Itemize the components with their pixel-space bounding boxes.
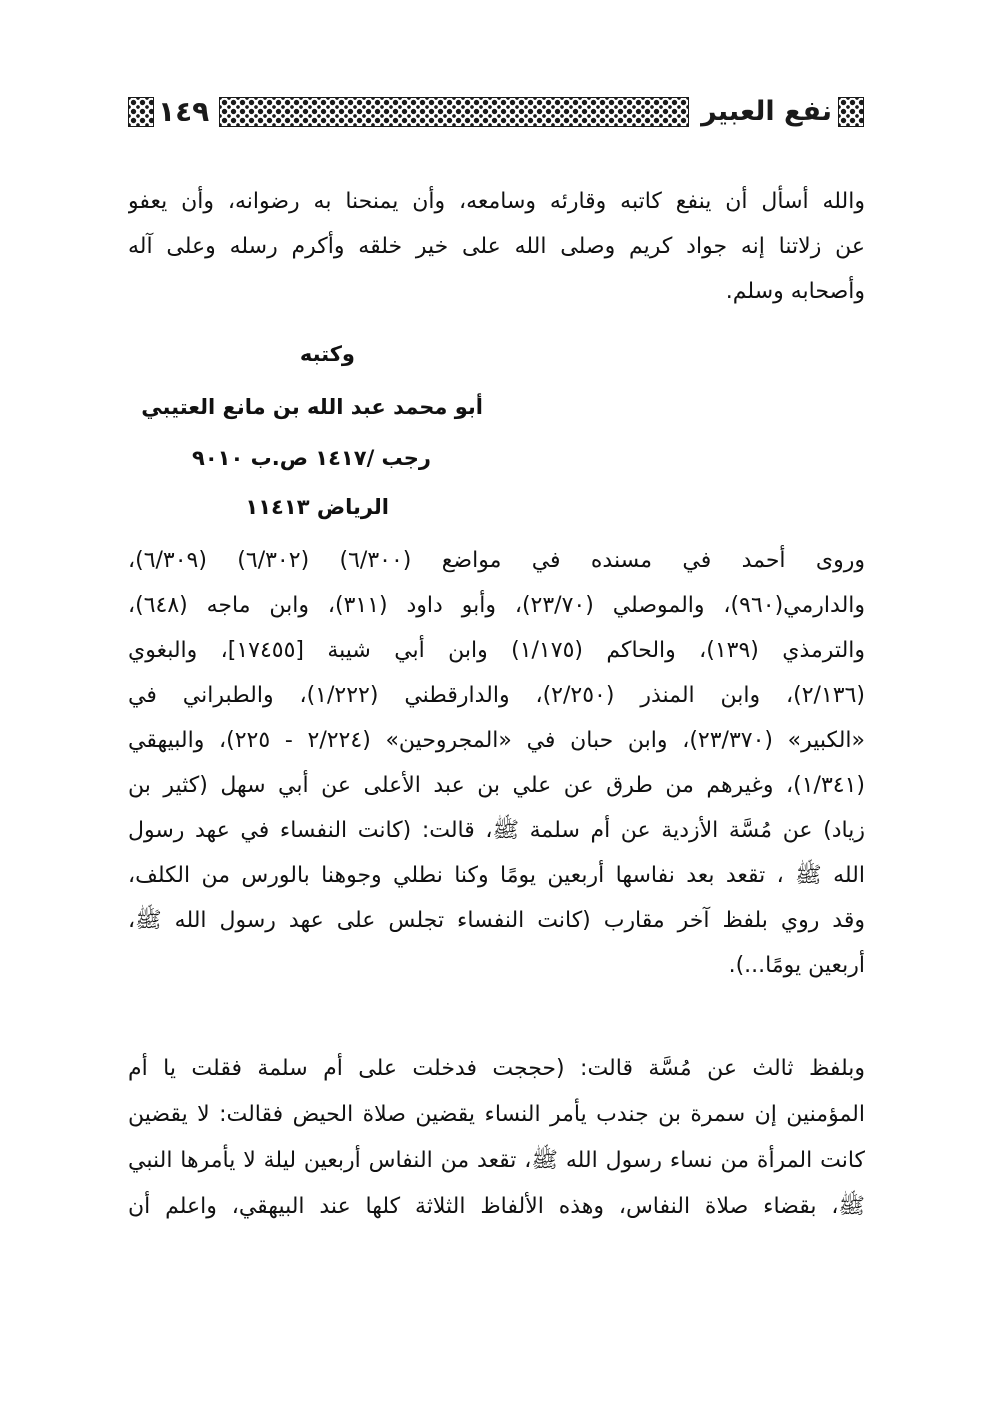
signature-written-by: وكتبه: [299, 342, 355, 366]
text-line: زياد) عن مُسَّة الأزدية عن أم سلمة ﷺ، قالت: (كانت النفساء في عهد رسول: [128, 818, 865, 843]
text-line: عن زلاتنا إنه جواد كريم وصلى الله على خير خلقه وأكرم رسله وعلى آله: [128, 234, 865, 259]
header-ornament-right: [838, 97, 864, 127]
text-line: «الكبير» (٢٣/٣٧٠)، وابن حبان في «المجروحين» (٢/٢٢٤ - ٢٢٥)، والبيهقي: [128, 728, 865, 753]
signature-date: رجب /١٤١٧ ص.ب ٩٠١٠: [192, 446, 431, 470]
page-header: [128, 86, 864, 138]
header-ornament-left: [128, 97, 154, 127]
text-line: والدارمي(٩٦٠)، والموصلي (٢٣/٧٠)، وأبو داود (٣١١)، وابن ماجه (٦٤٨)،: [128, 593, 865, 618]
text-line: ﷺ، بقضاء صلاة النفاس، وهذه الألفاظ الثلاثة كلها عند البيهقي، واعلم أن: [128, 1194, 865, 1219]
third-wording-paragraph: [128, 1046, 865, 1230]
text-line: وبلفظ ثالث عن مُسَّة قالت: (حججت فدخلت على أم سلمة فقلت يا أم: [128, 1056, 865, 1081]
signature-city: الرياض ١١٤١٣: [245, 495, 389, 519]
text-line: الله ﷺ ، تقعد بعد نفاسها أربعين يومًا وكنا نطلي وجوهنا بالورس من الكلف،: [128, 863, 865, 888]
text-line: أربعين يومًا...).: [728, 953, 865, 978]
text-line: والله أسأل أن ينفع كاتبه وقارئه وسامعه، وأن يمنحنا به رضوانه، وأن يعفو: [128, 189, 865, 214]
text-line: كانت المرأة من نساء رسول الله ﷺ، تقعد من النفاس أربعين ليلة لا يأمرها النبي: [128, 1148, 865, 1173]
closing-paragraph: [128, 179, 865, 314]
text-line: المؤمنين إن سمرة بن جندب يأمر النساء يقضين صلاة الحيض فقالت: لا يقضين: [128, 1102, 865, 1127]
running-title: نفع العبير: [701, 96, 832, 127]
text-line: (١/٣٤١)، وغيرهم من طرق عن علي بن عبد الأعلى عن أبي سهل (كثير بن: [128, 773, 865, 798]
signature-author: أبو محمد عبد الله بن مانع العتيبي: [141, 395, 483, 419]
text-line: (٢/١٣٦)، وابن المنذر (٢/٢٥٠)، والدارقطني (١/٢٢٢)، والطبراني في: [128, 683, 865, 708]
header-ornament-band: [219, 97, 689, 127]
text-line: وقد روي بلفظ آخر مقارب (كانت النفساء تجلس على عهد رسول الله ﷺ،: [128, 908, 865, 933]
hadith-paragraph: [128, 538, 865, 988]
page-number: ١٤٩: [158, 95, 210, 128]
text-line: وروى أحمد في مسنده في مواضع (٦/٣٠٠) (٦/٣٠٢) (٦/٣٠٩)،: [128, 548, 865, 573]
text-line: وأصحابه وسلم.: [725, 279, 865, 304]
text-line: والترمذي (١٣٩)، والحاكم (١/١٧٥) وابن أبي شيبة [١٧٤٥٥]، والبغوي: [128, 638, 865, 663]
